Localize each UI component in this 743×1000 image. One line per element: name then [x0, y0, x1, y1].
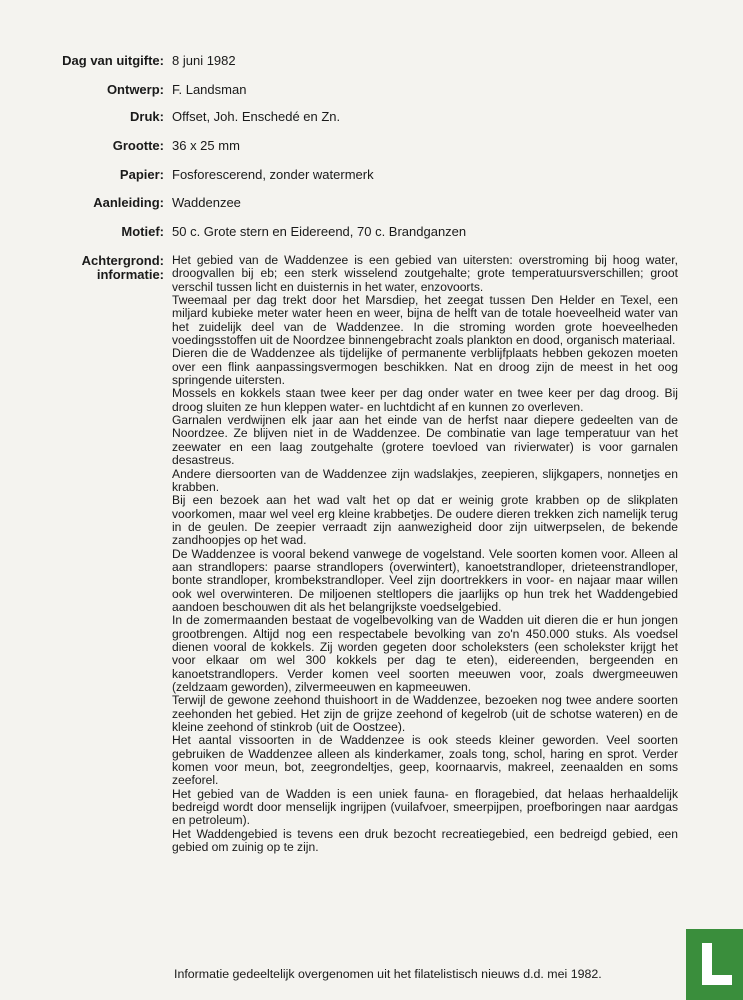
paragraph: Andere diersoorten van de Waddenzee zijn wadslakjes, zeepieren, slijkgapers, nonnetjes en krabben.: [172, 466, 678, 494]
paragraph: Het Waddengebied is tevens een druk bezocht recreatiegebied, een bedreigd gebied, een gebied om zuinig op te zijn.: [172, 826, 678, 855]
paragraph: Dieren die de Waddenzee als tijdelijke of permanente verblijfplaats hebben gekozen moeten over een flink aanpassingsvermogen beschikken. Nat en droog zijn de meest in het oog springende uitersten.: [172, 346, 678, 388]
field-value: 36 x 25 mm: [172, 138, 240, 153]
field-value: 50 c. Grote stern en Eidereend, 70 c. Brandganzen: [172, 224, 467, 239]
field-label: Ontwerp:: [106, 82, 164, 97]
field-label: Motief:: [121, 224, 164, 239]
paragraph: Bij een bezoek aan het wad valt het op dat er weinig grote krabben op de slikplaten voorkomen, maar wel veel erg kleine krabbetjes. De oudere dieren trekken zich namelijk terug in de geulen. De zeepier verraadt zijn aanwezigheid door zijn uitwerpselen, de bekende zandhoopjes op het wad.: [172, 493, 678, 548]
field-value: Offset, Joh. Enschedé en Zn.: [172, 109, 341, 124]
field-label: Dag van uitgifte:: [62, 53, 164, 68]
informatie-label: informatie:: [96, 267, 164, 282]
field-value: 8 juni 1982: [172, 53, 236, 68]
achtergrond-label: Achtergrond:: [81, 253, 164, 268]
paragraph: De Waddenzee is vooral bekend vanwege de vogelstand. Vele soorten komen voor. Alleen al aan strandlopers: paarse strandlopers (overwintert), kanoetstrandloper, drieteenstrandloper, bonte strandloper, krombekstrandloper. Veel zijn doortrekkers in voor- en najaar maar willen ook wel overwinteren. De miljoenen steltlopers die jaarlijks op hun trek het Waddengebied aandoen beschouwen dit als het belangrijkste voedselgebied.: [172, 546, 678, 614]
field-value: Fosforescerend, zonder watermerk: [172, 167, 374, 182]
field-value: F. Landsman: [172, 82, 247, 97]
publisher-logo-icon: [686, 929, 743, 1000]
field-label: Aanleiding:: [93, 195, 164, 210]
paragraph: Het gebied van de Waddenzee is een gebied van uitersten: overstroming bij hoog water, droogvallen bij eb; een sterk wisselend zoutgehalte; grote temperatuursverschillen; groot verschil tussen licht en duisternis in het water, enzovoorts.: [172, 253, 678, 294]
paragraph: Mossels en kokkels staan twee keer per dag onder water en twee keer per dag droog. Bij droog sluiten ze hun kleppen water- en luchtdicht af en kunnen zo overleven.: [172, 386, 678, 414]
paragraph: In de zomermaanden bestaat de vogelbevolking van de Wadden uit dieren die er hun jongen grootbrengen. Altijd nog een respectabele bevolking van zo'n 450.000 stuks. Als voedsel dienen vooral de kokkels. Zij worden gegeten door scholeksters (een scholekster krijgt het voor elkaar om wel 300 kokkels per dag te eten), eidereenden, bergeenden en kanoetstrandlopers. Verder komen veel soorten meeuwen voor, zoals dwergmeeuwen (zeldzaam geworden), zilvermeeuwen en kapmeeuwen.: [172, 613, 678, 694]
paragraph: Garnalen verdwijnen elk jaar aan het einde van de herfst naar diepere gedeelten van de Noordzee. Ze blijven niet in de Waddenzee. De combinatie van lage temperatuur van het zeewater en een laag zoutgehalte (grotere toevloed van rivierwater) is voor garnalen desastreus.: [172, 413, 678, 468]
paragraph: Het gebied van de Wadden is een uniek fauna- en floragebied, dat helaas herhaaldelijk bedreigd wordt door menselijk ingrijpen (vuilafvoer, smeerpijpen, proefboringen naar aardgas en petroleum).: [172, 786, 678, 828]
paragraph: Het aantal vissoorten in de Waddenzee is ook steeds kleiner geworden. Veel soorten gebruiken de Waddenzee alleen als kinderkamer, zoals tong, schol, haring en sprot. Verder komen voor meun, bot, zeegrondeltjes, geep, koornaarvis, makreel, zeenaalden en soms zeeforel.: [172, 733, 678, 788]
achtergrond-body: [172, 254, 678, 854]
field-label: Druk:: [130, 109, 164, 124]
paragraph: Tweemaal per dag trekt door het Marsdiep, het zeegat tussen Den Helder en Texel, een miljard kubieke meter water heen en weer, bijna de helft van de totale hoeveelheid water van het zuidelijk deel van de Waddenzee. In die stroming worden grote hoeveelheden voedingsstoffen uit de Noordzee binnengebracht zoals plankton en dood, organisch materiaal.: [172, 293, 678, 348]
field-value: Waddenzee: [172, 195, 241, 210]
field-label: Grootte:: [112, 138, 164, 153]
field-label: Papier:: [119, 167, 164, 182]
paragraph: Terwijl de gewone zeehond thuishoort in de Waddenzee, bezoeken nog twee andere soorten zeehonden het gebied. Het zijn de grijze zeehond of kegelrob (uit de schotse wateren) en de kleine zeehond of stinkrob (uit de Oostzee).: [172, 693, 678, 735]
source-note: Informatie gedeeltelijk overgenomen uit het filatelistisch nieuws d.d. mei 1982.: [174, 967, 602, 981]
